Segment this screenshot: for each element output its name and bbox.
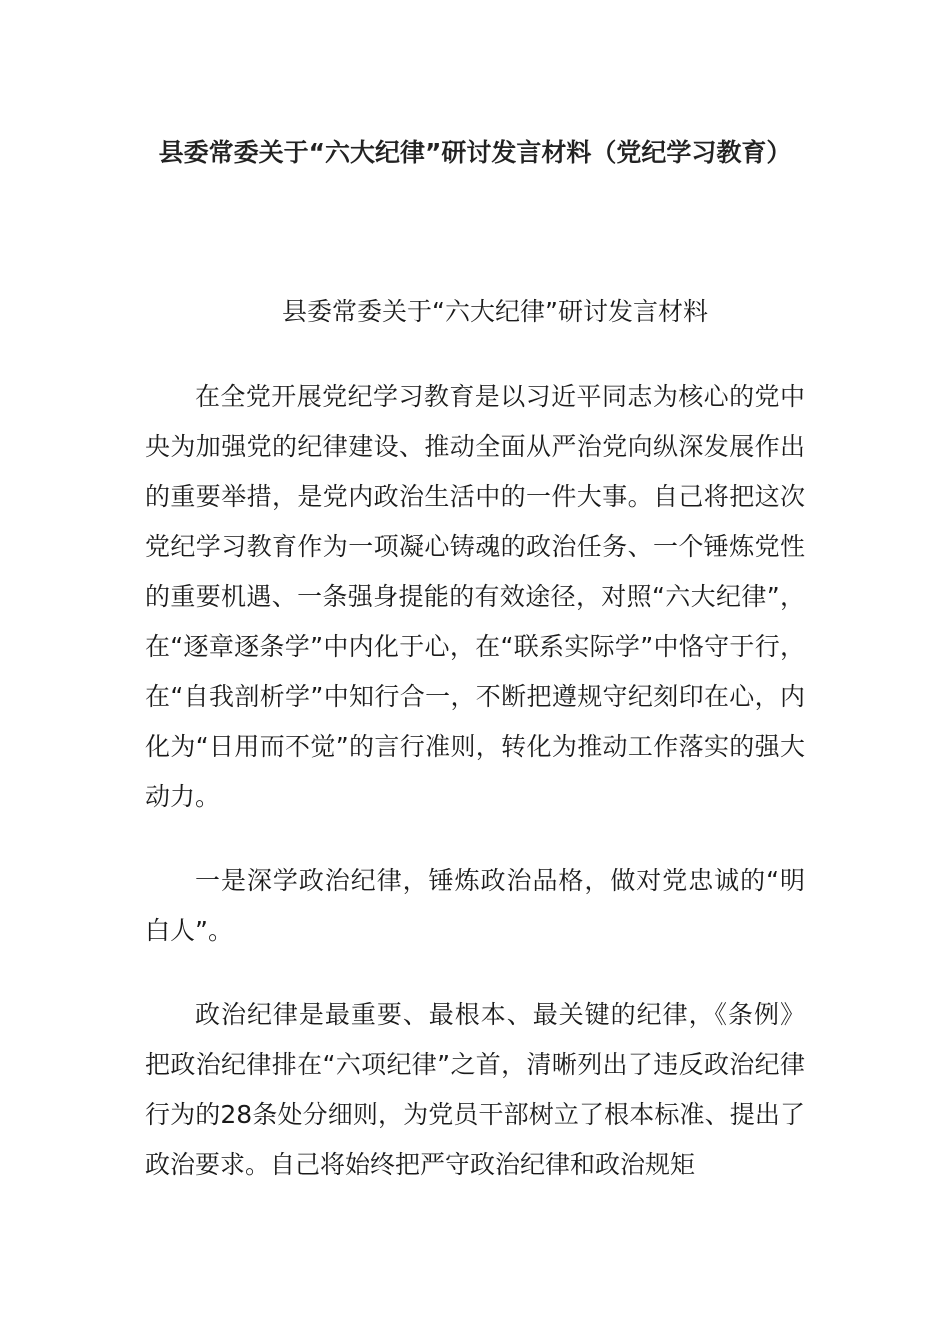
paragraph-heading-one: 一是深学政治纪律，锤炼政治品格，做对党忠诚的“明白人”。 [145, 866, 805, 945]
document-subtitle: 县委常委关于“六大纪律”研讨发言材料 [282, 297, 708, 326]
paragraph-political-discipline: 政治纪律是最重要、最根本、最关键的纪律，《条例》把政治纪律排在“六项纪律”之首，清晰列出了违反政治纪律行为的28条处分细则，为党员干部树立了根本标准、提出了政治要求。自己将始终把严守政治纪律和政治规矩 [145, 1000, 805, 1179]
paragraph-intro: 在全党开展党纪学习教育是以习近平同志为核心的党中央为加强党的纪律建设、推动全面从严治党向纵深发展作出的重要举措，是党内政治生活中的一件大事。自己将把这次党纪学习教育作为一项凝心铸魂的政治任务、一个锤炼党性的重要机遇、一条强身提能的有效途径，对照“六大纪律”，在“逐章逐条学”中内化于心，在“联系实际学”中恪守于行，在“自我剖析学”中知行合一，不断把遵规守纪刻印在心，内化为“日用而不觉”的言行准则，转化为推动工作落实的强大动力。 [145, 382, 805, 811]
document-title: 县委常委关于“六大纪律”研讨发言材料（党纪学习教育） [158, 138, 792, 167]
